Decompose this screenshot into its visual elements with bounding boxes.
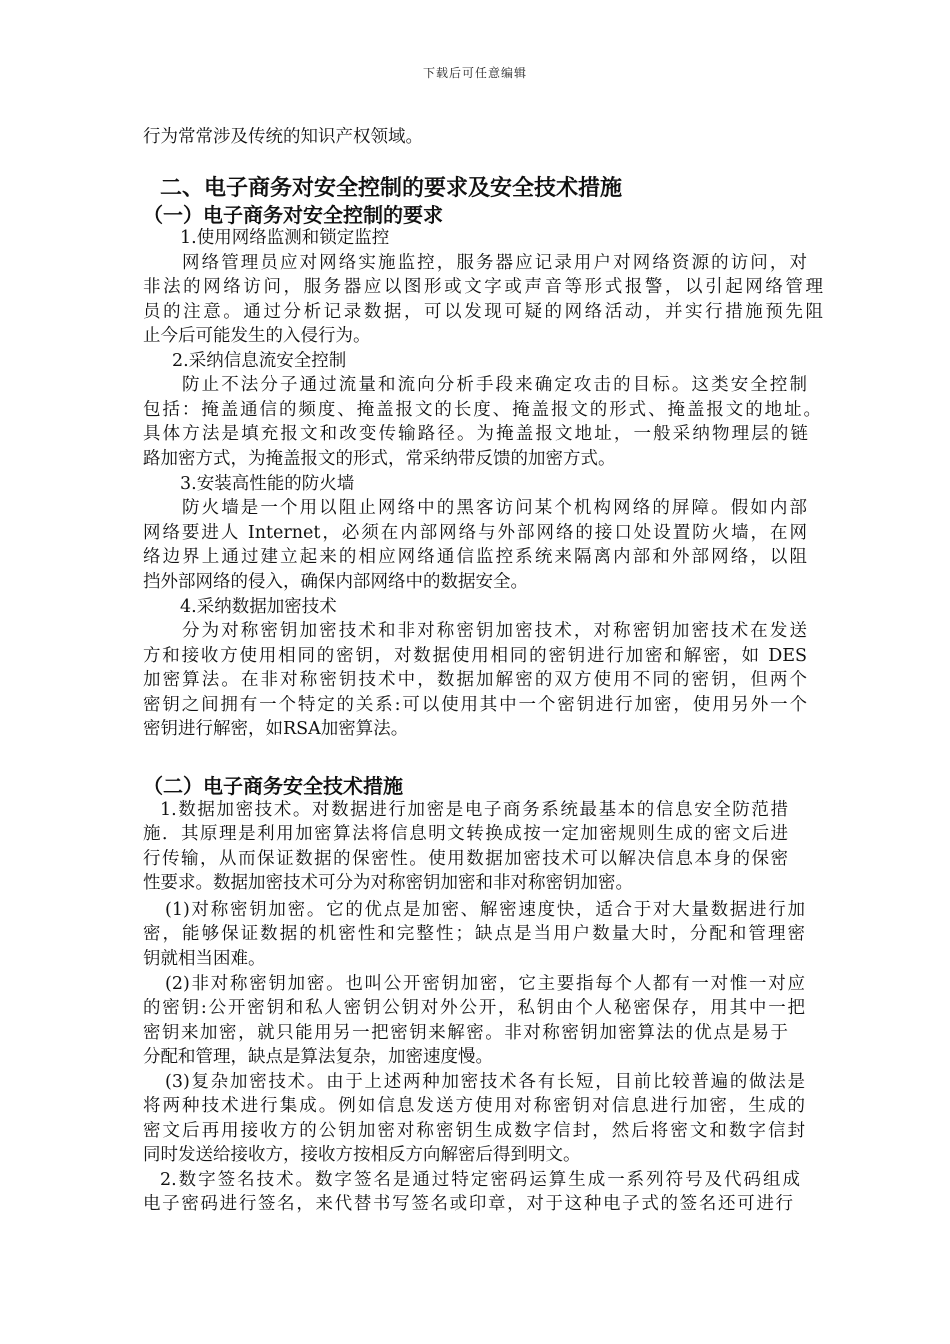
body-line: 密钥进行解密，如RSA加密算法。	[143, 719, 409, 739]
body-line: 员的注意。通过分析记录数据，可以发现可疑的网络活动，并实行措施预先阻	[143, 302, 823, 322]
body-line: 密钥之间拥有一个特定的关系:可以使用其中一个密钥进行加密，使用另外一个	[143, 695, 807, 715]
body-line: (1)对称密钥加密。它的优点是加密、解密速度快，适合于对大量数据进行加	[165, 900, 805, 920]
body-line: 路加密方式，为掩盖报文的形式，常采纳带反馈的加密方式。	[143, 449, 616, 469]
body-line: (2)非对称密钥加密。也叫公开密钥加密，它主要指每个人都有一对惟一对应	[165, 974, 805, 994]
item-heading: 1.使用网络监测和锁定监控	[180, 228, 390, 248]
body-line: 络边界上通过建立起来的相应网络通信监控系统来隔离内部和外部网络，以阻	[143, 547, 807, 567]
body-line: 电子密码进行签名，来代替书写签名或印章，对于这种电子式的签名还可进行	[143, 1194, 793, 1214]
body-line: 同时发送给接收方，接收方按相反方向解密后得到明文。	[143, 1145, 581, 1165]
body-line: 2.数字签名技术。数字签名是通过特定密码运算生成一系列符号及代码组成	[160, 1170, 800, 1190]
body-line: 防止不法分子通过流量和流向分析手段来确定攻击的目标。这类安全控制	[182, 375, 807, 395]
item-heading: 3.安装高性能的防火墙	[180, 474, 355, 494]
body-line: 的密钥:公开密钥和私人密钥公钥对外公开，私钥由个人秘密保存，用其中一把	[143, 998, 805, 1018]
item-heading: 2.采纳信息流安全控制	[172, 351, 347, 371]
body-line: 密文后再用接收方的公钥加密对称密钥生成数字信封，然后将密文和数字信封	[143, 1121, 805, 1141]
body-line: 1.数据加密技术。对数据进行加密是电子商务系统最基本的信息安全防范措	[160, 800, 788, 820]
intro-line: 行为常常涉及传统的知识产权领域。	[143, 127, 423, 147]
body-line: 挡外部网络的侵入，确保内部网络中的数据安全。	[143, 572, 528, 592]
body-line: 密，能够保证数据的机密性和完整性；缺点是当用户数量大时，分配和管理密	[143, 924, 805, 944]
body-line: 密钥来加密，就只能用另一把密钥来解密。非对称密钥加密算法的优点是易于	[143, 1023, 788, 1043]
body-line: 加密算法。在非对称密钥技术中，数据加解密的双方使用不同的密钥，但两个	[143, 670, 807, 690]
body-line: 分配和管理，缺点是算法复杂，加密速度慢。	[143, 1047, 493, 1067]
body-line: 行传输，从而保证数据的保密性。使用数据加密技术可以解决信息本身的保密	[143, 849, 788, 869]
body-line: 性要求。数据加密技术可分为对称密钥加密和非对称密钥加密。	[143, 873, 633, 893]
body-line: (3)复杂加密技术。由于上述两种加密技术各有长短，目前比较普遍的做法是	[165, 1072, 805, 1092]
subsection-title-measures: （二）电子商务安全技术措施	[143, 774, 403, 798]
page-header-note: 下载后可任意编辑	[422, 66, 527, 80]
body-line: 施．其原理是利用加密算法将信息明文转换成按一定加密规则生成的密文后进	[143, 824, 788, 844]
section-title: 二、电子商务对安全控制的要求及安全技术措施	[160, 176, 623, 201]
body-line: 非法的网络访问，服务器应以图形或文字或声音等形式报警，以引起网络管理	[143, 277, 823, 297]
body-line: 钥就相当困难。	[143, 949, 266, 969]
item-heading: 4.采纳数据加密技术	[180, 597, 337, 617]
subsection-title-requirements: （一）电子商务对安全控制的要求	[143, 203, 443, 227]
body-line: 防火墙是一个用以阻止网络中的黑客访问某个机构网络的屏障。假如内部	[182, 498, 807, 518]
body-line: 网络要进人 Internet，必须在内部网络与外部网络的接口处设置防火墙，在网	[143, 523, 807, 543]
body-line: 止今后可能发生的入侵行为。	[143, 326, 371, 346]
body-line: 包括：掩盖通信的频度、掩盖报文的长度、掩盖报文的形式、掩盖报文的地址。	[143, 400, 821, 420]
body-line: 具体方法是填充报文和改变传输路径。为掩盖报文地址，一般采纳物理层的链	[143, 424, 808, 444]
body-line: 分为对称密钥加密技术和非对称密钥加密技术，对称密钥加密技术在发送	[182, 621, 807, 641]
body-line: 方和接收方使用相同的密钥，对数据使用相同的密钥进行加密和解密，如 DES	[143, 646, 807, 666]
body-line: 网络管理员应对网络实施监控，服务器应记录用户对网络资源的访问，对	[182, 253, 807, 273]
body-line: 将两种技术进行集成。例如信息发送方使用对称密钥对信息进行加密，生成的	[143, 1096, 805, 1116]
